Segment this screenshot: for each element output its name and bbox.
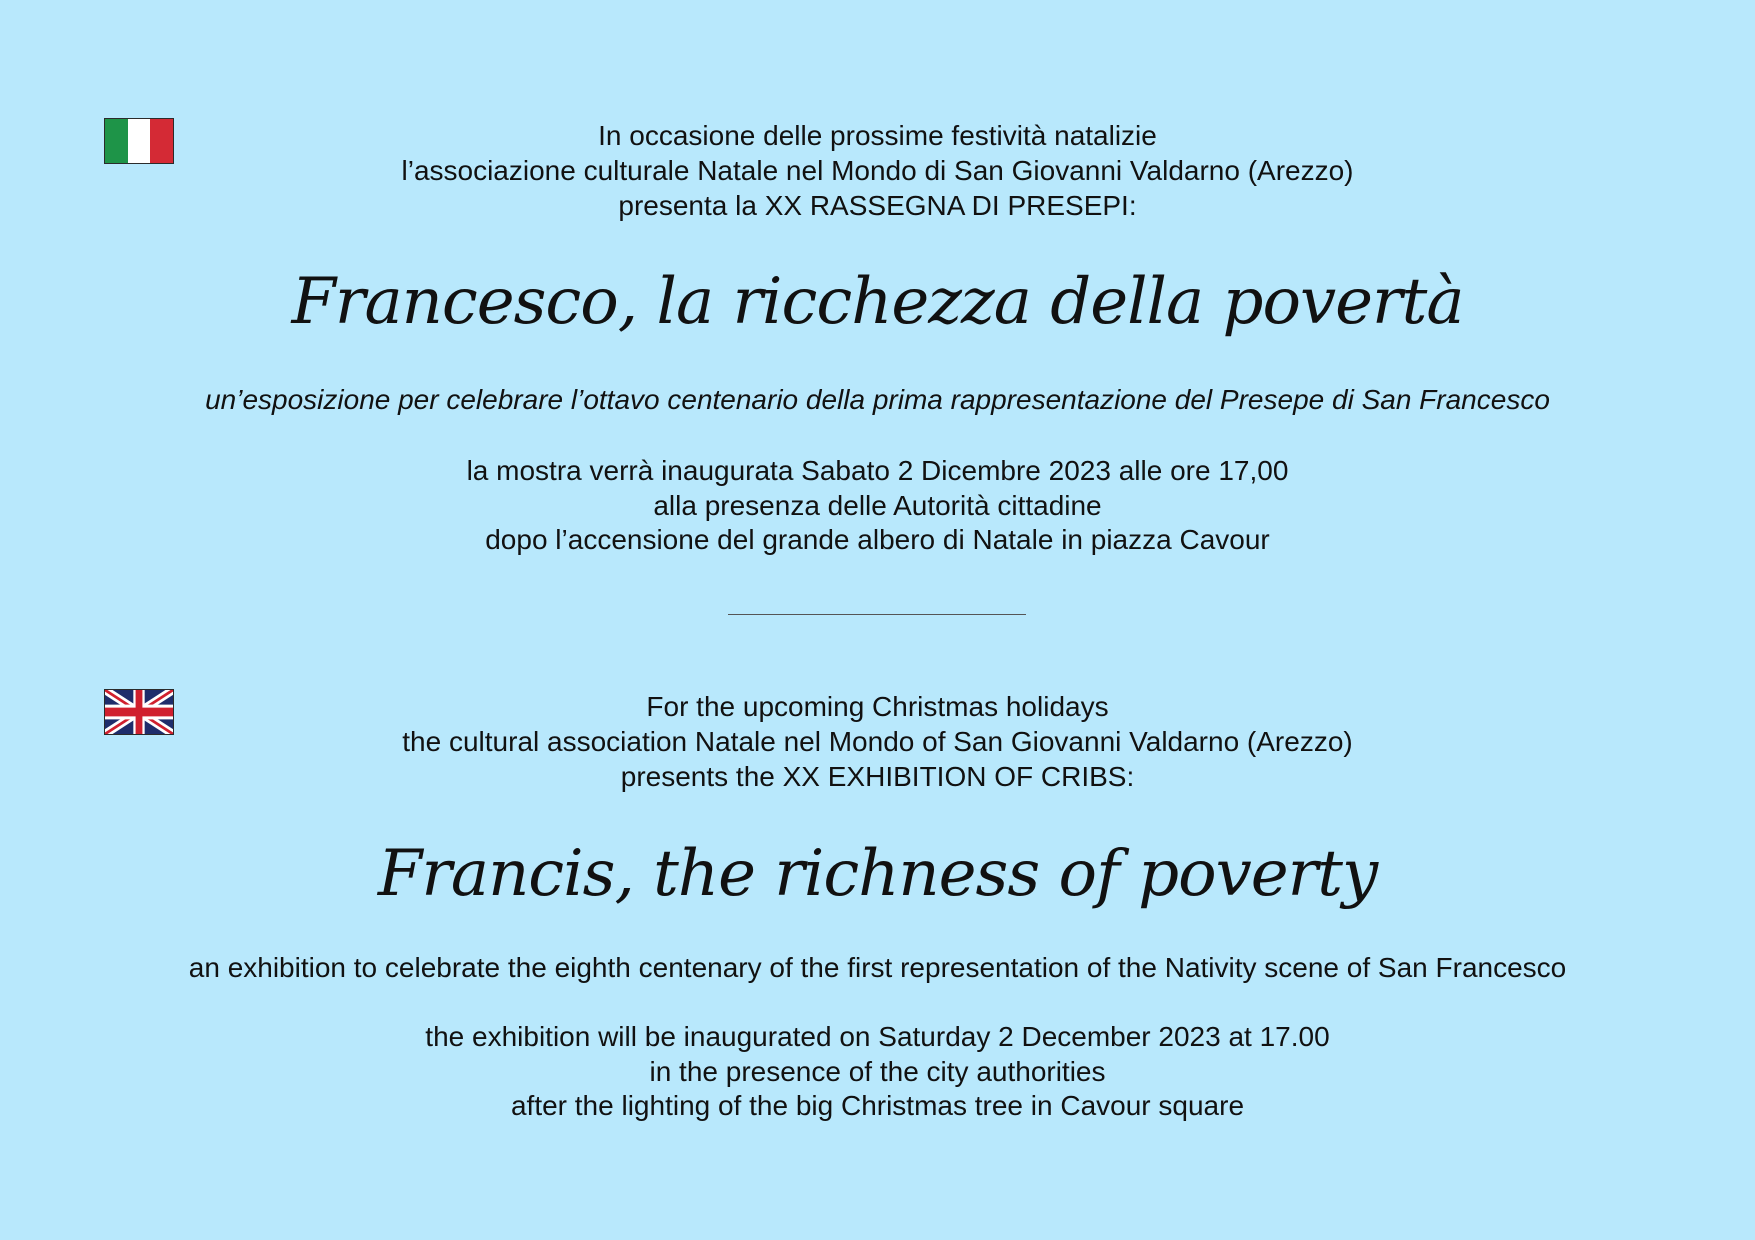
english-details-line: in the presence of the city authorities: [649, 1055, 1106, 1087]
italian-title: Francesco, la ricchezza della povertà: [291, 265, 1464, 339]
english-details-line: the exhibition will be inaugurated on Saturday 2 December 2023 at 17.00: [425, 1021, 1330, 1052]
section-separator: [728, 614, 1026, 615]
english-details-line: after the lighting of the big Christmas tree in Cavour square: [510, 1090, 1245, 1121]
italian-subtitle: un’esposizione per celebrare l’ottavo centenario della prima rappresentazione del Presepe di San Francesco: [205, 384, 1550, 415]
english-subtitle: an exhibition to celebrate the eighth centenary of the first representation of the Nativity scene of San Francesco: [188, 952, 1567, 983]
italian-details-line: alla presenza delle Autorità cittadine: [653, 489, 1102, 521]
italian-intro-line: In occasione delle prossime festività natalizie: [598, 120, 1157, 151]
english-title: Francis, the richness of poverty: [377, 837, 1378, 911]
english-intro: [0, 689, 1755, 794]
italian-details: [0, 454, 1755, 558]
italian-intro: [0, 118, 1755, 223]
english-intro-line: the cultural association Natale nel Mondo of San Giovanni Valdarno (Arezzo): [402, 726, 1353, 757]
italian-details-line: dopo l’accensione del grande albero di Natale in piazza Cavour: [485, 524, 1270, 555]
english-details: [0, 1020, 1755, 1124]
english-intro-line: presents the XX EXHIBITION OF CRIBS:: [620, 761, 1135, 792]
italian-details-line: la mostra verrà inaugurata Sabato 2 Dicembre 2023 alle ore 17,00: [466, 455, 1289, 486]
italian-intro-line: l’associazione culturale Natale nel Mondo di San Giovanni Valdarno (Arezzo): [401, 155, 1354, 186]
english-intro-line: For the upcoming Christmas holidays: [646, 691, 1109, 722]
italian-intro-line: presenta la XX RASSEGNA DI PRESEPI:: [618, 190, 1137, 221]
